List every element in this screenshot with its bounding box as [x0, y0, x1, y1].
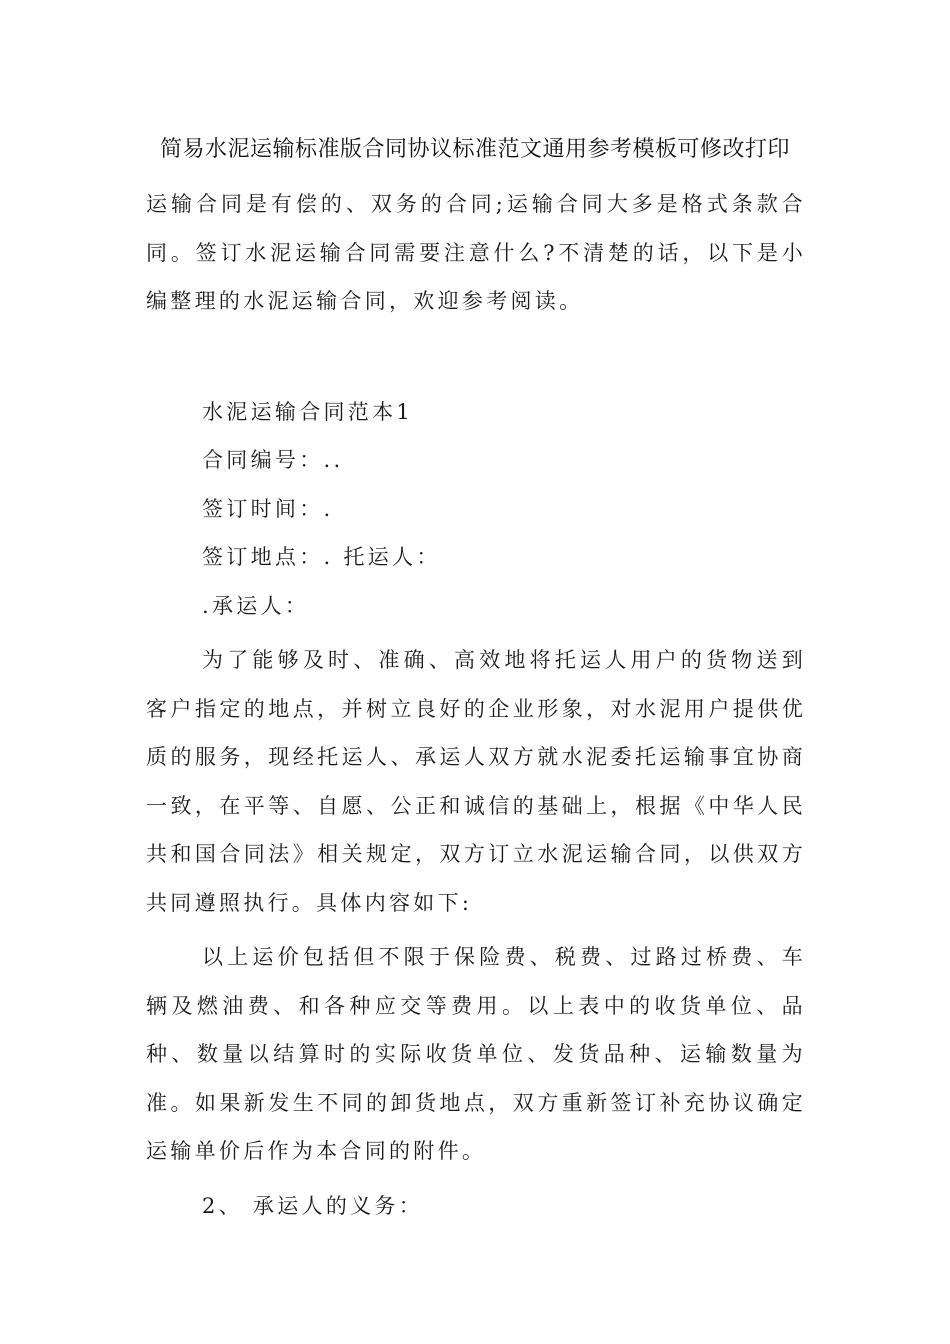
contract-preamble-paragraph: 为了能够及时、准确、高效地将托运人用户的货物送到客户指定的地点，并树立良好的企业形象，对水泥用户提供优质的服务，现经托运人、承运人双方就水泥委托运输事宜协商一致，在平等、自愿、公正和诚信的基础上，根据《中华人民共和国合同法》相关规定，双方订立水泥运输合同，以供双方共同遵照执行。具体内容如下: — [146, 648, 806, 915]
sign-date-line: 签订时间：. — [202, 496, 334, 521]
contract-number-line: 合同编号：.. — [202, 448, 344, 472]
section-heading-carrier-obligations: 2、 承运人的义务： — [202, 1193, 424, 1218]
intro-paragraph: 运输合同是有偿的、双务的合同;运输合同大多是格式条款合同。签订水泥运输合同需要注意什么?不清楚的话，以下是小编整理的水泥运输合同，欢迎参考阅读。 — [146, 192, 806, 313]
document-body — [146, 180, 806, 1230]
sign-place-line: 签订地点：. 托运人： — [202, 545, 441, 569]
carrier-line: .承运人： — [202, 593, 310, 618]
document-title: 简易水泥运输标准版合同协议标准范文通用参考模板可修改打印 — [159, 137, 790, 162]
pricing-paragraph: 以上运价包括但不限于保险费、税费、过路过桥费、车辆及燃油费、和各种应交等费用。以上表中的收货单位、品种、数量以结算时的实际收货单位、发货品种、运输数量为准。如果新发生不同的卸货地点，双方重新签订补充协议确定运输单价后作为本合同的附件。 — [146, 945, 806, 1163]
template-heading: 水泥运输合同范本1 — [202, 399, 414, 424]
